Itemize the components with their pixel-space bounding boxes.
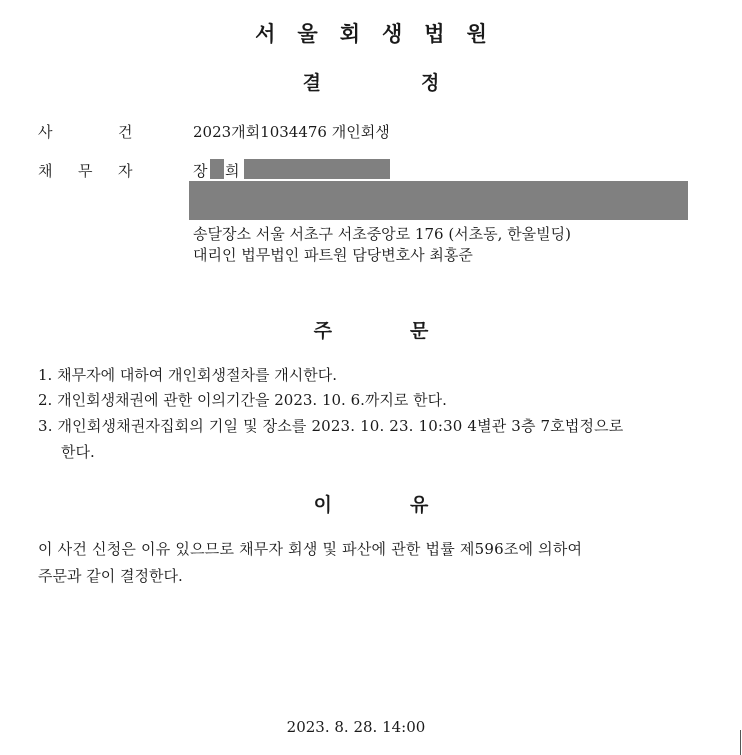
legal-agent: 대리인 법무법인 파트원 담당변호사 최홍준 bbox=[193, 246, 473, 264]
court-name-char: 생 bbox=[382, 22, 403, 46]
service-address: 송달장소 서울 서초구 서초중앙로 176 (서초동, 한울빌딩) bbox=[193, 225, 572, 243]
order-item-number: 3. bbox=[38, 417, 53, 435]
order-item bbox=[38, 389, 447, 410]
heading-char: 정 bbox=[421, 72, 440, 94]
case-label-char: 사 bbox=[38, 123, 53, 141]
court-name bbox=[0, 18, 742, 48]
redaction-box bbox=[244, 159, 390, 179]
heading-char: 유 bbox=[410, 494, 429, 516]
heading-char: 문 bbox=[410, 320, 429, 342]
court-name-char: 회 bbox=[339, 22, 360, 46]
heading-char: 주 bbox=[313, 320, 332, 342]
order-item bbox=[38, 415, 623, 436]
order-item-text: 채무자에 대하여 개인회생절차를 개시한다. bbox=[57, 366, 337, 384]
order-item bbox=[38, 364, 337, 385]
margin-line bbox=[740, 730, 741, 755]
court-name-char: 서 bbox=[255, 22, 276, 46]
debtor-name-last: 희 bbox=[225, 162, 240, 180]
document-type-heading bbox=[0, 68, 742, 95]
debtor-label-char: 무 bbox=[78, 162, 93, 180]
case-number: 2023개회1034476 개인회생 bbox=[193, 123, 390, 141]
debtor-name-first: 장 bbox=[193, 162, 208, 180]
reason-heading bbox=[0, 490, 742, 517]
decision-date: 2023. 8. 28. 14:00 bbox=[286, 718, 426, 736]
court-name-char: 울 bbox=[297, 22, 318, 46]
order-item-number: 2. bbox=[38, 391, 53, 409]
redaction-box bbox=[189, 181, 688, 220]
heading-char: 이 bbox=[313, 494, 332, 516]
court-name-char: 원 bbox=[466, 22, 487, 46]
reason-text-line: 이 사건 신청은 이유 있으므로 채무자 회생 및 파산에 관한 법률 제596조에 의하여 bbox=[38, 540, 583, 558]
order-item-text: 개인회생채권자집회의 기일 및 장소를 2023. 10. 23. 10:30 4별관 3층 7호법정으로 bbox=[57, 417, 624, 435]
order-item-number: 1. bbox=[38, 366, 53, 384]
redaction-box bbox=[210, 159, 224, 179]
debtor-label-char: 자 bbox=[118, 162, 133, 180]
reason-text-line: 주문과 같이 결정한다. bbox=[38, 567, 183, 585]
court-name-char: 법 bbox=[424, 22, 445, 46]
order-item-continuation: 한다. bbox=[61, 443, 95, 461]
order-item-text: 개인회생채권에 관한 이의기간을 2023. 10. 6.까지로 한다. bbox=[57, 391, 447, 409]
heading-char: 결 bbox=[302, 72, 321, 94]
debtor-label-char: 채 bbox=[38, 162, 53, 180]
case-label-char: 건 bbox=[118, 123, 133, 141]
order-heading bbox=[0, 316, 742, 343]
